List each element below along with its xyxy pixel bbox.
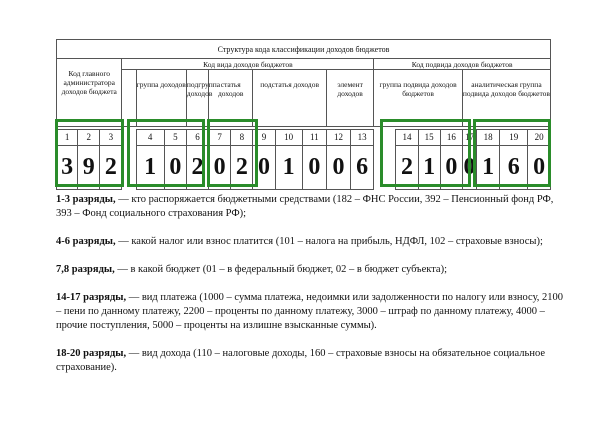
note-item [56,235,566,249]
code-digit: 2 [100,146,122,190]
header-income-type: Код вида доходов бюджетов [122,59,374,70]
header-income-subarticle: подстатья доходов [253,70,327,127]
code-digit: 0 [253,146,275,190]
code-digit: 0 [164,146,186,190]
code-digit: 0 [326,146,350,190]
position-number: 13 [351,130,374,146]
highlight-frame-income-kind [473,119,551,187]
position-number: 15 [418,130,440,146]
highlight-frame-payment-type [380,119,471,187]
note-label: 14-17 разряды, [56,292,127,303]
position-number: 2 [78,130,100,146]
note-text: — кто распоряжается бюджетными средствами (182 – ФНС России, 392 – Пенсионный фонд РФ, 393 – Фонд социального страхования РФ); [56,194,554,219]
header-admin-code: Код главного администратора доходов бюджета [57,59,122,127]
header-income-subgroup: подгруппа доходов [186,70,208,127]
position-number: 4 [136,130,164,146]
note-label: 1-3 разряды, [56,194,116,205]
position-number: 7 [209,130,231,146]
note-text: — вид дохода (110 – налоговые доходы, 160 – страховые взносы на обязательное социальное страхование). [56,348,545,373]
position-number: 1 [57,130,78,146]
note-item [56,193,566,221]
highlight-frame-admin [55,119,124,187]
note-label: 18-20 разряды, [56,348,127,359]
code-digit: 2 [186,146,208,190]
code-digit: 9 [78,146,100,190]
code-digit: 3 [57,146,78,190]
header-subtype-group: группа подвида доходов бюджетов [374,70,463,127]
code-digit: 0 [528,146,551,190]
code-digit: 0 [440,146,462,190]
header-subtype-analytic-group: аналитическая группа подвида доходов бюджетов [462,70,550,127]
position-number: 3 [100,130,122,146]
highlight-frame-group-subgroup [127,119,205,187]
header-income-article: статья доходов [209,70,253,127]
note-text: — вид платежа (1000 – сумма платежа, недоимки или задолженности по налогу или взносу, 2100 – пени по данному платежу, 2200 – проценты по данному платежу, 3000 – штраф по данному платежу, 4000 – прочие поступления, 5000 – проценты на излишне взысканные суммы). [56,292,564,331]
code-digit: 2 [231,146,253,190]
position-number: 5 [164,130,186,146]
code-digit: 1 [476,146,499,190]
position-number: 12 [326,130,350,146]
note-item [56,347,566,375]
position-number: 14 [396,130,418,146]
highlight-frame-article [207,119,258,187]
position-number: 18 [476,130,499,146]
note-text: — какой налог или взнос платится (101 – налога на прибыль, НДФЛ, 102 – страховые взносы); [115,236,543,247]
header-income-element: элемент доходов [326,70,373,127]
position-number: 8 [231,130,253,146]
header-income-group: группа доходов [136,70,186,127]
note-item [56,263,566,277]
code-digit: 6 [351,146,374,190]
position-number: 17 [462,130,476,146]
position-number: 20 [528,130,551,146]
code-digit: 6 [500,146,528,190]
note-label: 4-6 разряды, [56,236,116,247]
position-number: 10 [275,130,302,146]
position-number: 11 [302,130,326,146]
table-title: Структура кода классификации доходов бюджетов [57,40,551,59]
code-digit: 1 [136,146,164,190]
header-subtype: Код подвида доходов бюджетов [374,59,551,70]
code-digit: 0 [209,146,231,190]
note-label: 7,8 разряды, [56,264,115,275]
note-text: — в какой бюджет (01 – в федеральный бюджет, 02 – в бюджет субъекта); [114,264,448,275]
code-digit: 1 [418,146,440,190]
position-number: 9 [253,130,275,146]
position-number: 16 [440,130,462,146]
code-digit: 0 [462,146,476,190]
position-number: 6 [186,130,208,146]
note-item [56,291,566,333]
code-digit: 1 [275,146,302,190]
position-number: 19 [500,130,528,146]
code-digit: 0 [302,146,326,190]
code-digit: 2 [396,146,418,190]
